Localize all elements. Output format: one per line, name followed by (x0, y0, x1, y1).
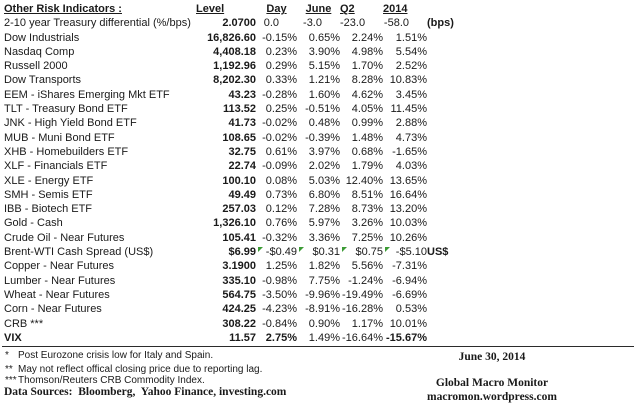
cell-2014-change: 13.65% (389, 174, 427, 187)
footnote-2-marker: ** (5, 364, 13, 375)
risk-table-body (4, 16, 471, 345)
cell-level: 8,202.30 (213, 74, 256, 87)
cell-2014-change: -15.67% (386, 331, 427, 344)
cell-q2-change: 8.73% (351, 203, 383, 216)
row-label: Crude Oil - Near Futures (4, 231, 125, 244)
cell-day-change: 0.61% (265, 145, 297, 158)
cell-q2-change: $0.75 (340, 245, 383, 259)
table-row (4, 202, 471, 216)
table-row (4, 174, 471, 188)
cell-june-change: 0.90% (308, 317, 340, 330)
cell-day-change: -$0.49 (256, 245, 297, 259)
cell-2014-change: 2.52% (395, 60, 427, 73)
cell-day-change: 0.0 (263, 17, 279, 30)
data-sources-line: Data Sources: Bloomberg, Yahoo Finance, investing.com (4, 386, 287, 398)
footnote-1-marker: * (5, 350, 9, 361)
cell-unit (427, 317, 471, 331)
cell-day-change: -4.23% (262, 303, 297, 316)
table-row (4, 274, 471, 288)
cell-unit (427, 202, 471, 216)
cell-2014-change: 10.26% (389, 231, 427, 244)
cell-q2-change: 3.26% (351, 217, 383, 230)
row-label: CRB *** (4, 317, 44, 330)
cell-day-change: -0.02% (262, 117, 297, 130)
cell-day-change: -0.32% (262, 231, 297, 244)
row-label: JNK - High Yield Bond ETF (4, 117, 137, 130)
cell-level: 2.0700 (222, 17, 256, 30)
cell-level: 100.10 (222, 174, 256, 187)
brand-website: macromon.wordpress.com (427, 391, 557, 403)
cell-june-change: 0.48% (308, 117, 340, 130)
cell-level: 3.1900 (222, 260, 256, 273)
column-header-day: Day (266, 3, 287, 15)
cell-unit (427, 59, 471, 73)
cell-level: 41.73 (228, 117, 256, 130)
cell-q2-change: -1.24% (348, 274, 383, 287)
table-row (4, 102, 471, 116)
cell-2014-change: -6.69% (392, 288, 427, 301)
cell-2014-change: 1.51% (395, 31, 427, 44)
cell-q2-change: -16.28% (342, 303, 383, 316)
cell-unit: US$ (427, 246, 449, 259)
table-bottom-rule (2, 346, 634, 347)
cell-q2-change: -23.0 (340, 17, 366, 30)
cell-day-change: 0.25% (265, 103, 297, 116)
cell-june-change: -3.0 (303, 17, 322, 30)
cell-june-change: -0.51% (305, 103, 340, 116)
table-row (4, 131, 471, 145)
footnote-1 (5, 350, 262, 361)
cell-2014-change: 10.83% (389, 74, 427, 87)
cell-2014-change: 0.53% (395, 303, 427, 316)
cell-day-change: 0.12% (265, 203, 297, 216)
table-row (4, 331, 471, 345)
cell-q2-change: 7.25% (351, 231, 383, 244)
cell-june-change: 1.21% (308, 74, 340, 87)
cell-q2-change: 8.51% (351, 188, 383, 201)
footnote-1-text: Post Eurozone crisis low for Italy and Spain. (18, 350, 214, 361)
report-footer (392, 351, 592, 404)
cell-day-change: 0.73% (265, 188, 297, 201)
cell-2014-change: -6.94% (392, 274, 427, 287)
cell-2014-change: 4.73% (395, 131, 427, 144)
column-header-unit (427, 2, 471, 16)
table-row (4, 31, 471, 45)
cell-unit (427, 116, 471, 130)
cell-2014-change: 11.45% (390, 103, 427, 116)
cell-2014-change: 13.20% (389, 203, 427, 216)
cell-day-change: -0.09% (262, 160, 297, 173)
row-label: MUB - Muni Bond ETF (4, 131, 115, 144)
cell-unit (427, 159, 471, 173)
footnote-3-text: Thomson/Reuters CRB Commodity Index. (18, 375, 205, 386)
cell-level: $6.99 (228, 246, 256, 259)
cell-june-change: 0.65% (308, 31, 340, 44)
cell-june-change: -0.39% (305, 131, 340, 144)
cell-unit (427, 73, 471, 87)
cell-unit (427, 131, 471, 145)
table-row (4, 16, 471, 30)
cell-day-change: 0.76% (265, 217, 297, 230)
column-header-2014: 2014 (383, 3, 408, 15)
cell-level: 22.74 (228, 160, 256, 173)
cell-day-change: 1.25% (265, 260, 297, 273)
risk-indicators-table (4, 2, 471, 345)
row-label: Dow Transports (4, 74, 82, 87)
cell-q2-change: -16.64% (342, 331, 383, 344)
cell-level: 49.49 (228, 188, 256, 201)
cell-day-change: -0.84% (262, 317, 297, 330)
column-header-q2: Q2 (340, 3, 355, 15)
cell-level: 11.57 (229, 331, 256, 344)
cell-unit (427, 145, 471, 159)
cell-unit (427, 231, 471, 245)
cell-2014-change: -1.65% (392, 145, 427, 158)
table-row (4, 116, 471, 130)
cell-q2-change: 8.28% (351, 74, 383, 87)
column-header-june: June (305, 3, 332, 15)
table-row (4, 188, 471, 202)
row-label: 2-10 year Treasury differential (%/bps) (4, 17, 191, 30)
cell-day-change: 0.08% (265, 174, 297, 187)
cell-level: 257.03 (222, 203, 256, 216)
cell-q2-change: 1.17% (351, 317, 383, 330)
row-label: IBB - Biotech ETF (4, 203, 93, 216)
cell-unit (427, 216, 471, 230)
cell-unit (427, 259, 471, 273)
cell-2014-change: 16.64% (389, 188, 427, 201)
cell-june-change: -9.96% (305, 288, 340, 301)
row-label: Dow Industrials (4, 31, 80, 44)
row-label: Brent-WTI Cash Spread (US$) (4, 246, 154, 259)
cell-level: 308.22 (222, 317, 256, 330)
row-label: XLE - Energy ETF (4, 174, 94, 187)
footnote-3 (5, 375, 262, 386)
cell-unit (427, 302, 471, 316)
cell-q2-change: 2.24% (351, 31, 383, 44)
cell-unit (427, 45, 471, 59)
cell-level: 105.41 (222, 231, 256, 244)
report-date: June 30, 2014 (458, 351, 526, 363)
cell-q2-change: -19.49% (342, 288, 383, 301)
row-label: Lumber - Near Futures (4, 274, 116, 287)
cell-level: 564.75 (222, 288, 256, 301)
cell-june-change: 3.97% (308, 145, 340, 158)
cell-june-change: 3.36% (308, 231, 340, 244)
column-header-level: Level (196, 3, 225, 15)
cell-unit (427, 331, 471, 345)
footnote-3-marker: *** (5, 375, 17, 386)
table-row (4, 59, 471, 73)
cell-2014-change: 10.03% (389, 217, 427, 230)
cell-2014-change: 4.03% (395, 160, 427, 173)
cell-q2-change: 1.70% (351, 60, 383, 73)
cell-june-change: 1.60% (308, 88, 340, 101)
cell-2014-change: 10.01% (389, 317, 427, 330)
table-row (4, 245, 471, 259)
row-label: XLF - Financials ETF (4, 160, 108, 173)
cell-2014-change: 5.54% (395, 45, 427, 58)
cell-june-change: 5.03% (308, 174, 340, 187)
footnotes (5, 350, 262, 386)
table-row (4, 88, 471, 102)
cell-june-change: 2.02% (308, 160, 340, 173)
cell-day-change: -0.98% (262, 274, 297, 287)
table-row (4, 145, 471, 159)
cell-june-change: 7.28% (308, 203, 340, 216)
cell-q2-change: 0.68% (351, 145, 383, 158)
footnote-2 (5, 364, 262, 375)
table-title: Other Risk Indicators : (4, 3, 122, 15)
row-label: Copper - Near Futures (4, 260, 115, 273)
cell-unit (427, 31, 471, 45)
cell-level: 1,192.96 (213, 60, 256, 73)
cell-2014-change: -7.31% (392, 260, 427, 273)
row-label: Wheat - Near Futures (4, 288, 110, 301)
cell-q2-change: 1.79% (351, 160, 383, 173)
cell-level: 4,408.18 (213, 45, 256, 58)
cell-level: 16,826.60 (207, 31, 256, 44)
cell-level: 43.23 (228, 88, 256, 101)
cell-2014-change: 2.88% (395, 117, 427, 130)
cell-unit (427, 288, 471, 302)
cell-2014-change: 3.45% (395, 88, 427, 101)
cell-level: 113.52 (222, 103, 256, 116)
cell-q2-change: 4.62% (351, 88, 383, 101)
cell-level: 108.65 (222, 131, 256, 144)
cell-q2-change: 5.56% (351, 260, 383, 273)
cell-level: 424.25 (222, 303, 256, 316)
cell-level: 335.10 (222, 274, 256, 287)
cell-unit (427, 188, 471, 202)
table-row (4, 159, 471, 173)
cell-day-change: -3.50% (262, 288, 297, 301)
cell-day-change: 2.75% (265, 331, 297, 344)
cell-q2-change: 4.98% (351, 45, 383, 58)
cell-q2-change: 0.99% (351, 117, 383, 130)
table-header-row (4, 2, 471, 16)
cell-june-change: 1.82% (308, 260, 340, 273)
brand-name: Global Macro Monitor (435, 377, 549, 389)
cell-june-change: 7.75% (308, 274, 340, 287)
row-label: Corn - Near Futures (4, 303, 102, 316)
cell-unit (427, 174, 471, 188)
table-row (4, 302, 471, 316)
table-row (4, 45, 471, 59)
row-label: Gold - Cash (4, 217, 63, 230)
table-row (4, 317, 471, 331)
row-label: Russell 2000 (4, 60, 68, 73)
table-row (4, 231, 471, 245)
table-row (4, 216, 471, 230)
cell-q2-change: 12.40% (345, 174, 383, 187)
table-row (4, 288, 471, 302)
row-label: EEM - iShares Emerging Mkt ETF (4, 88, 170, 101)
cell-june-change: 5.15% (308, 60, 340, 73)
cell-day-change: 0.23% (265, 45, 297, 58)
cell-day-change: 0.29% (265, 60, 297, 73)
cell-june-change: 6.80% (308, 188, 340, 201)
row-label: VIX (4, 331, 22, 344)
cell-june-change: 5.97% (308, 217, 340, 230)
cell-q2-change: 4.05% (351, 103, 383, 116)
row-label: XHB - Homebuilders ETF (4, 145, 129, 158)
row-label: Nasdaq Comp (4, 45, 75, 58)
cell-unit (427, 102, 471, 116)
row-label: SMH - Semis ETF (4, 188, 93, 201)
cell-june-change: $0.31 (297, 245, 340, 259)
cell-june-change: 1.49% (308, 331, 340, 344)
footnote-2-text: May not reflect offical closing price due to reporting lag. (18, 364, 263, 375)
cell-day-change: -0.28% (262, 88, 297, 101)
cell-unit: (bps) (427, 17, 454, 30)
cell-unit (427, 88, 471, 102)
cell-june-change: -8.91% (305, 303, 340, 316)
cell-2014-change: -58.0 (383, 17, 409, 30)
cell-level: 1,326.10 (213, 217, 256, 230)
cell-day-change: -0.15% (262, 31, 297, 44)
table-row (4, 73, 471, 87)
cell-june-change: 3.90% (308, 45, 340, 58)
cell-2014-change: -$5.10 (383, 245, 427, 259)
cell-q2-change: 1.48% (351, 131, 383, 144)
cell-unit (427, 274, 471, 288)
cell-day-change: 0.33% (265, 74, 297, 87)
cell-day-change: -0.02% (262, 131, 297, 144)
row-label: TLT - Treasury Bond ETF (4, 103, 128, 116)
cell-level: 32.75 (228, 145, 256, 158)
table-row (4, 259, 471, 273)
